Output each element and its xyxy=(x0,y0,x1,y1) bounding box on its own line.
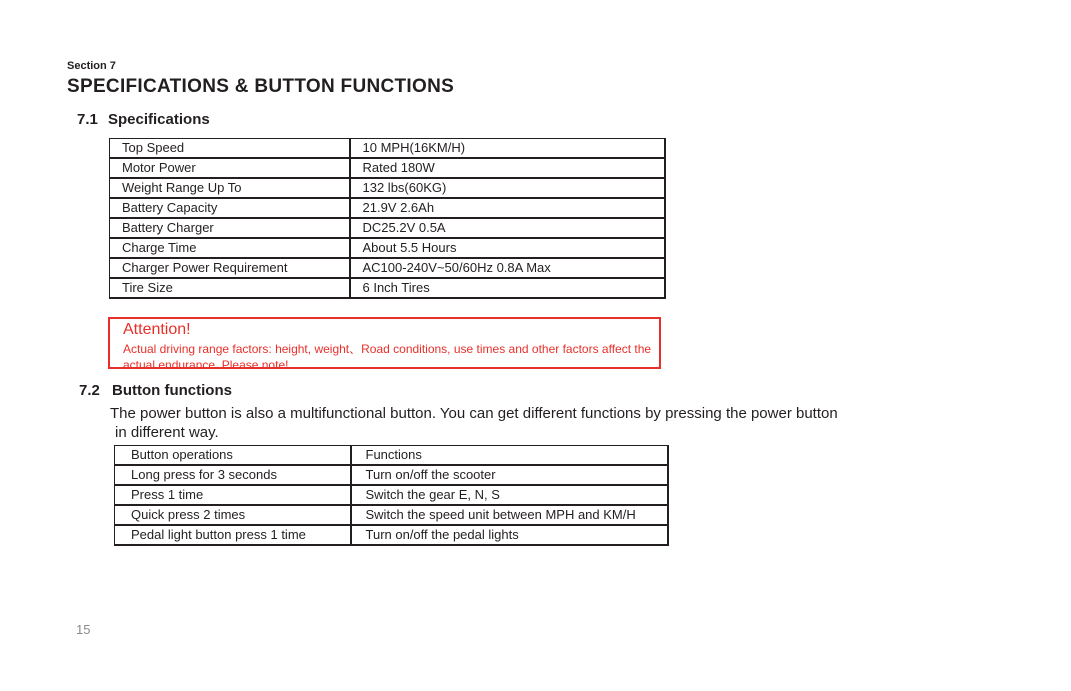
table-row xyxy=(115,465,668,485)
attention-heading: Attention! xyxy=(123,321,191,338)
button-functions-table xyxy=(114,445,669,546)
table-row xyxy=(110,218,665,238)
spec-label: Top Speed xyxy=(110,139,350,159)
page-title: SPECIFICATIONS & BUTTON FUNCTIONS xyxy=(67,76,455,97)
spec-label: Charge Time xyxy=(110,238,350,258)
table-row xyxy=(110,258,665,278)
table-row xyxy=(110,198,665,218)
specifications-table xyxy=(109,138,666,299)
table-row xyxy=(110,158,665,178)
table-row xyxy=(110,238,665,258)
button-functions-heading-number: 7.2 xyxy=(79,382,100,399)
button-function: Turn on/off the pedal lights xyxy=(351,525,668,545)
specifications-heading-number: 7.1 xyxy=(77,111,98,128)
spec-value: 6 Inch Tires xyxy=(350,278,665,298)
table-row xyxy=(115,446,668,466)
spec-label: Motor Power xyxy=(110,158,350,178)
page-number: 15 xyxy=(76,622,91,637)
spec-value: About 5.5 Hours xyxy=(350,238,665,258)
spec-value: 10 MPH(16KM/H) xyxy=(350,139,665,159)
section-label: Section 7 xyxy=(67,60,116,72)
spec-value: DC25.2V 0.5A xyxy=(350,218,665,238)
button-operation: Press 1 time xyxy=(115,485,351,505)
column-header-functions: Functions xyxy=(351,446,668,466)
button-functions-heading-text: Button functions xyxy=(112,382,232,399)
intro-line: in different way. xyxy=(115,424,219,441)
spec-value: AC100-240V~50/60Hz 0.8A Max xyxy=(350,258,665,278)
button-operation: Pedal light button press 1 time xyxy=(115,525,351,545)
spec-value: 21.9V 2.6Ah xyxy=(350,198,665,218)
table-row xyxy=(115,485,668,505)
table-row xyxy=(115,505,668,525)
specifications-heading-text: Specifications xyxy=(108,111,210,128)
spec-label: Weight Range Up To xyxy=(110,178,350,198)
attention-text: Actual driving range factors: height, weight、Road conditions, use times and other factors affect the actual endurance. Please note! xyxy=(123,342,652,372)
attention-box xyxy=(108,317,661,372)
spec-value: Rated 180W xyxy=(350,158,665,178)
spec-label: Charger Power Requirement xyxy=(110,258,350,278)
button-function: Switch the gear E, N, S xyxy=(351,485,668,505)
spec-label: Tire Size xyxy=(110,278,350,298)
button-operation: Long press for 3 seconds xyxy=(115,465,351,485)
spec-label: Battery Charger xyxy=(110,218,350,238)
column-header-operations: Button operations xyxy=(115,446,351,466)
intro-line: The power button is also a multifunctional button. You can get different functions by pressing the power button xyxy=(110,405,838,422)
button-functions-heading xyxy=(79,382,232,399)
specifications-heading xyxy=(77,111,210,128)
table-row xyxy=(110,278,665,298)
button-function: Switch the speed unit between MPH and KM/H xyxy=(351,505,668,525)
spec-value: 132 lbs(60KG) xyxy=(350,178,665,198)
button-function: Turn on/off the scooter xyxy=(351,465,668,485)
table-row xyxy=(115,525,668,545)
button-functions-intro xyxy=(110,404,920,442)
button-operation: Quick press 2 times xyxy=(115,505,351,525)
spec-label: Battery Capacity xyxy=(110,198,350,218)
table-row xyxy=(110,139,665,159)
table-row xyxy=(110,178,665,198)
